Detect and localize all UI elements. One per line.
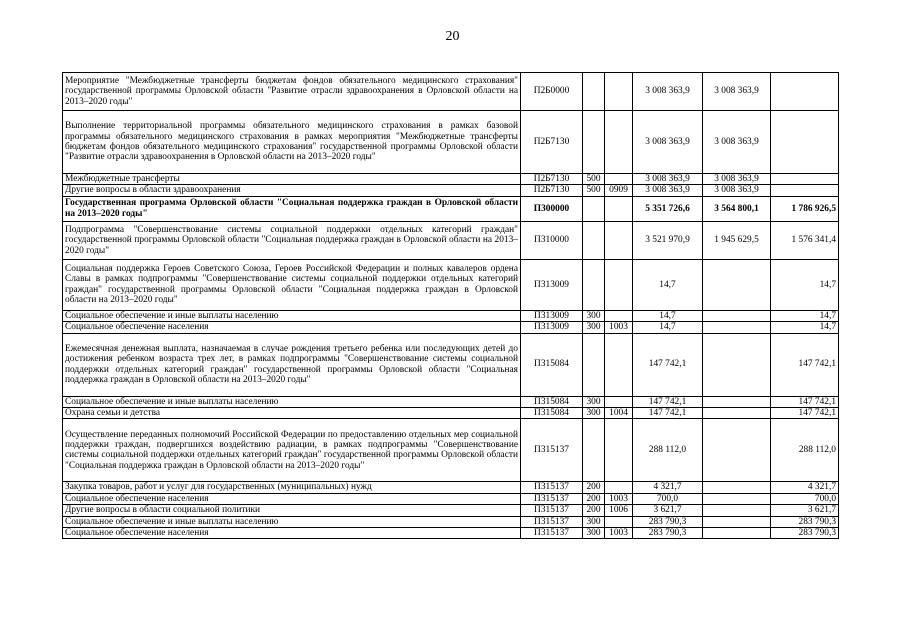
row-section-code — [605, 221, 633, 259]
row-amount-1: 14,7 — [633, 322, 703, 333]
row-expense-type: 500 — [583, 185, 605, 196]
row-amount-2 — [703, 310, 771, 321]
row-amount-2 — [703, 396, 771, 407]
row-amount-2: 3 008 363,9 — [703, 111, 771, 174]
row-target-code: П2Б7130 — [521, 111, 583, 174]
row-amount-1: 3 521 970,9 — [633, 221, 703, 259]
row-section-code: 1003 — [605, 493, 633, 504]
row-amount-3: 1 576 341,4 — [771, 221, 839, 259]
row-amount-2 — [703, 528, 771, 539]
row-amount-2 — [703, 482, 771, 493]
row-amount-2 — [703, 322, 771, 333]
budget-table — [62, 72, 839, 539]
row-section-code — [605, 174, 633, 185]
table-row — [63, 196, 839, 221]
row-amount-2: 3 008 363,9 — [703, 185, 771, 196]
row-expense-type — [583, 259, 605, 310]
row-expense-type — [583, 73, 605, 111]
row-expense-type — [583, 419, 605, 482]
row-section-code — [605, 482, 633, 493]
row-expense-type: 300 — [583, 528, 605, 539]
row-amount-1: 147 742,1 — [633, 396, 703, 407]
row-target-code: П313009 — [521, 322, 583, 333]
row-amount-3: 3 621,7 — [771, 505, 839, 516]
row-name: Социальное обеспечение и иные выплаты населению — [63, 396, 521, 407]
row-amount-3: 147 742,1 — [771, 408, 839, 419]
row-amount-1: 288 112,0 — [633, 419, 703, 482]
row-amount-1: 3 008 363,9 — [633, 73, 703, 111]
row-amount-1: 3 008 363,9 — [633, 111, 703, 174]
row-section-code: 1006 — [605, 505, 633, 516]
row-target-code: П2Б0000 — [521, 73, 583, 111]
row-section-code — [605, 259, 633, 310]
row-name: Охрана семьи и детства — [63, 408, 521, 419]
row-name: Межбюджетные трансферты — [63, 174, 521, 185]
table-row — [63, 185, 839, 196]
row-target-code: П315137 — [521, 516, 583, 527]
row-amount-3: 283 790,3 — [771, 516, 839, 527]
row-amount-2: 3 564 800,1 — [703, 196, 771, 221]
row-amount-3: 700,0 — [771, 493, 839, 504]
row-amount-1: 700,0 — [633, 493, 703, 504]
table-row — [63, 322, 839, 333]
row-target-code: П300000 — [521, 196, 583, 221]
table-row — [63, 482, 839, 493]
row-name: Другие вопросы в области социальной политики — [63, 505, 521, 516]
table-row — [63, 333, 839, 396]
row-expense-type: 500 — [583, 174, 605, 185]
row-name: Социальное обеспечение и иные выплаты населению — [63, 516, 521, 527]
row-amount-3 — [771, 73, 839, 111]
row-expense-type: 200 — [583, 493, 605, 504]
row-amount-1: 147 742,1 — [633, 408, 703, 419]
row-amount-1: 283 790,3 — [633, 528, 703, 539]
row-amount-2 — [703, 493, 771, 504]
row-amount-1: 5 351 726,6 — [633, 196, 703, 221]
row-amount-3: 4 321,7 — [771, 482, 839, 493]
row-target-code: П315084 — [521, 333, 583, 396]
row-amount-2 — [703, 516, 771, 527]
row-amount-3: 14,7 — [771, 259, 839, 310]
table-row — [63, 505, 839, 516]
row-amount-1: 283 790,3 — [633, 516, 703, 527]
row-target-code: П2Б7130 — [521, 174, 583, 185]
table-row — [63, 259, 839, 310]
table-row — [63, 516, 839, 527]
row-section-code — [605, 333, 633, 396]
table-row — [63, 493, 839, 504]
table-row — [63, 408, 839, 419]
row-expense-type: 300 — [583, 322, 605, 333]
row-amount-3 — [771, 185, 839, 196]
row-name: Подпрограмма "Совершенствование системы социальной поддержки отдельных категорий граждан" государственной программы Орловской области "Социальная поддержка граждан в Орловской области на 2013–2020 годы" — [63, 221, 521, 259]
row-name: Осуществление переданных полномочий Российской Федерации по предоставлению отдельных мер социальной поддержки граждан, подвергшихся воздействию радиации, в рамках подпрограммы "Совершенствование системы социальной поддержки отдельных категорий граждан" государственной программы Орловской области "Социальная поддержка граждан в Орловской области на 2013–2020 годы" — [63, 419, 521, 482]
table-row — [63, 221, 839, 259]
row-amount-1: 14,7 — [633, 310, 703, 321]
row-expense-type — [583, 196, 605, 221]
row-expense-type — [583, 221, 605, 259]
row-amount-3 — [771, 174, 839, 185]
row-target-code: П310000 — [521, 221, 583, 259]
row-target-code: П315137 — [521, 419, 583, 482]
row-amount-2 — [703, 419, 771, 482]
row-target-code: П313009 — [521, 310, 583, 321]
row-amount-3: 14,7 — [771, 310, 839, 321]
row-amount-1: 147 742,1 — [633, 333, 703, 396]
row-amount-3: 147 742,1 — [771, 396, 839, 407]
row-section-code: 1003 — [605, 528, 633, 539]
row-name: Другие вопросы в области здравоохранения — [63, 185, 521, 196]
row-amount-1: 4 321,7 — [633, 482, 703, 493]
row-amount-3: 283 790,3 — [771, 528, 839, 539]
row-name: Государственная программа Орловской области "Социальная поддержка граждан в Орловской области на 2013–2020 годы" — [63, 196, 521, 221]
row-section-code — [605, 419, 633, 482]
row-section-code — [605, 196, 633, 221]
row-amount-3: 147 742,1 — [771, 333, 839, 396]
row-name: Ежемесячная денежная выплата, назначаемая в случае рождения третьего ребенка или последующих детей до достижения ребенком возраста трех лет, в рамках подпрограммы "Совершенствование системы социальной поддержки отдельных категорий граждан" государственной программы Орловской области "Социальная поддержка граждан в Орловской области на 2013–2020 годы" — [63, 333, 521, 396]
row-amount-1: 3 008 363,9 — [633, 185, 703, 196]
row-expense-type: 300 — [583, 310, 605, 321]
row-name: Выполнение территориальной программы обязательного медицинского страхования в рамках базовой программы обязательного медицинского страхования в рамках мероприятия "Межбюджетные трансферты бюджетам фондов обязательного медицинского страхования" государственной программы Орловской области "Развитие отрасли здравоохранения в Орловской области на 2013–2020 годы" — [63, 111, 521, 174]
row-target-code: П315084 — [521, 408, 583, 419]
row-expense-type: 300 — [583, 408, 605, 419]
row-target-code: П315137 — [521, 482, 583, 493]
row-section-code: 0909 — [605, 185, 633, 196]
row-amount-1: 3 621,7 — [633, 505, 703, 516]
row-amount-3 — [771, 111, 839, 174]
row-amount-2 — [703, 333, 771, 396]
row-name: Социальное обеспечение населения — [63, 322, 521, 333]
table-row — [63, 111, 839, 174]
row-amount-2 — [703, 259, 771, 310]
row-amount-1: 3 008 363,9 — [633, 174, 703, 185]
row-amount-2 — [703, 408, 771, 419]
row-expense-type: 300 — [583, 396, 605, 407]
row-amount-1: 14,7 — [633, 259, 703, 310]
row-expense-type: 200 — [583, 482, 605, 493]
row-amount-3: 14,7 — [771, 322, 839, 333]
row-section-code: 1003 — [605, 322, 633, 333]
row-target-code: П315137 — [521, 528, 583, 539]
row-expense-type: 200 — [583, 505, 605, 516]
row-name: Социальное обеспечение населения — [63, 528, 521, 539]
row-amount-3: 288 112,0 — [771, 419, 839, 482]
row-target-code: П315084 — [521, 396, 583, 407]
row-amount-2: 3 008 363,9 — [703, 73, 771, 111]
row-amount-3: 1 786 926,5 — [771, 196, 839, 221]
row-amount-2: 1 945 629,5 — [703, 221, 771, 259]
row-section-code — [605, 516, 633, 527]
row-target-code: П315137 — [521, 493, 583, 504]
row-section-code: 1004 — [605, 408, 633, 419]
row-name: Социальная поддержка Героев Советского Союза, Героев Российской Федерации и полных кавалеров ордена Славы в рамках подпрограммы "Совершенствование системы социальной поддержки отдельных категорий граждан" государственной программы Орловской области "Социальная поддержка граждан в Орловской области на 2013–2020 годы" — [63, 259, 521, 310]
row-section-code — [605, 310, 633, 321]
table-row — [63, 310, 839, 321]
table-row — [63, 174, 839, 185]
row-section-code — [605, 396, 633, 407]
page-number: 20 — [445, 29, 460, 44]
table-row — [63, 419, 839, 482]
row-target-code: П2Б7130 — [521, 185, 583, 196]
row-target-code: П315137 — [521, 505, 583, 516]
budget-table-body — [63, 73, 839, 539]
table-row — [63, 73, 839, 111]
row-amount-2 — [703, 505, 771, 516]
row-amount-2: 3 008 363,9 — [703, 174, 771, 185]
row-name: Закупка товаров, работ и услуг для государственных (муниципальных) нужд — [63, 482, 521, 493]
row-name: Социальное обеспечение и иные выплаты населению — [63, 310, 521, 321]
table-row — [63, 528, 839, 539]
table-row — [63, 396, 839, 407]
row-name: Мероприятие "Межбюджетные трансферты бюджетам фондов обязательного медицинского страхования" государственной программы Орловской области "Развитие отрасли здравоохранения в Орловской области на 2013–2020 годы" — [63, 73, 521, 111]
row-expense-type — [583, 111, 605, 174]
row-target-code: П313009 — [521, 259, 583, 310]
row-expense-type: 300 — [583, 516, 605, 527]
row-name: Социальное обеспечение населения — [63, 493, 521, 504]
row-section-code — [605, 111, 633, 174]
row-section-code — [605, 73, 633, 111]
row-expense-type — [583, 333, 605, 396]
